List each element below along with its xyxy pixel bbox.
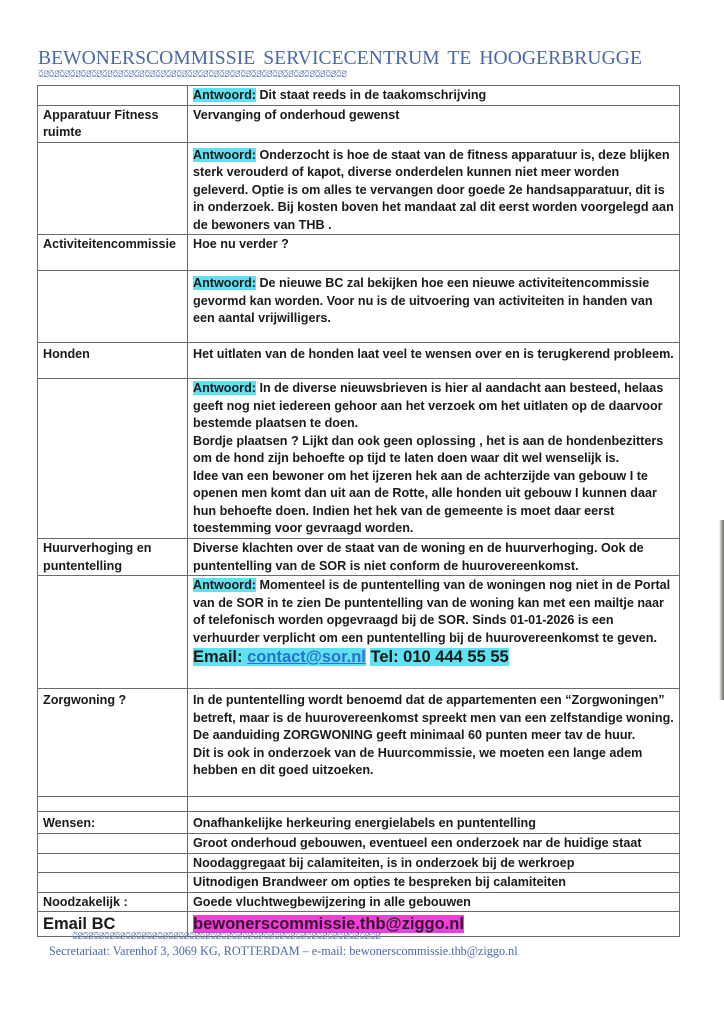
text-cell (188, 797, 680, 812)
sor-phone: Tel: 010 444 55 55 (370, 648, 509, 666)
answer-cell (188, 142, 680, 235)
table-row (38, 105, 680, 142)
topic-cell (38, 379, 188, 539)
ornament-divider-top: ꗞꗟꗞꗟꗞꗟꗞꗟꗞꗟꗞꗟꗞꗟꗞꗟꗞꗟꗞꗟꗞꗟꗞꗟꗞꗟꗞꗟꗞꗟꗞꗟꗞꗟꗞꗟꗞꗟꗞꗟꗞꗟꗞꗟꗞꗟꗞꗟꗞꗟꗞꗟꗞꗟꗞꗟꗞꗟ (38, 70, 347, 80)
topic-cell (38, 142, 188, 235)
text-cell: Onafhankelijke herkeuring energielabels en puntentelling (188, 812, 680, 834)
table-row (38, 235, 680, 271)
table-row (38, 343, 680, 379)
topic-cell: Zorgwoning ? (38, 689, 188, 797)
answer-label: Antwoord: (193, 381, 256, 395)
text-cell (188, 689, 680, 797)
table-row (38, 379, 680, 539)
answer-cell (188, 271, 680, 343)
topic-cell: Email BC (38, 912, 188, 937)
table-row (38, 86, 680, 106)
topic-cell: Activiteitencommissie (38, 235, 188, 271)
topic-cell: Apparatuur Fitness ruimte (38, 105, 188, 142)
table-row (38, 873, 680, 893)
topic-cell: Noodzakelijk : (38, 892, 188, 912)
answer-label: Antwoord: (193, 147, 256, 162)
footer-address: Secretariaat: Varenhof 3, 3069 KG, ROTTERDAM – e-mail: bewonerscommissie.thb@ziggo.nl (49, 944, 518, 958)
table-row (38, 853, 680, 873)
text-cell: Groot onderhoud gebouwen, eventueel een onderzoek nar de huidige staat (188, 834, 680, 854)
contact-line (193, 647, 674, 668)
text-cell: Uitnodigen Brandweer om opties te bespreken bij calamiteiten (188, 873, 680, 893)
answer-paragraph: Idee van een bewoner om het ijzeren hek aan de achterzijde van gebouw I te openen men komt dan uit aan de Rotte, alle honden uit gebouw I kunnen daar hun behoefte doen. Indien het hek van de gemeente is moet daar eerst toestemming voor gevraagd worden. (193, 468, 657, 535)
table-row-empty (38, 797, 680, 812)
text-cell: Diverse klachten over de staat van de woning en de huurverhoging. Ook de puntentelling van de SOR is niet conform de huurovereenkomst. (188, 539, 680, 576)
page-title: BEWONERSCOMMISSIE SERVICECENTRUM TE HOOGERBRUGGE (38, 48, 642, 69)
answer-text: Onderzocht is hoe de staat van de fitness apparatuur is, deze blijken sterk verouderd of kapot, diverse onderdelen kunnen niet meer worden geleverd. Optie is om alles te vervangen door goede 2e handsapparatuur, dit is in onderzoek. Bij kosten boven het mandaat zal dit eerst worden voorgelegd aan de bewoners van THB . (193, 147, 674, 232)
topic-cell (38, 873, 188, 893)
answer-cell (188, 576, 680, 689)
table-row (38, 834, 680, 854)
answer-label: Antwoord: (193, 578, 256, 592)
cell-paragraph: Dit is ook in onderzoek van de Huurcommissie, we moeten een lange adem hebben en dit goed uitzoeken. (193, 745, 643, 777)
answer-text: Dit staat reeds in de taakomschrijving (255, 88, 487, 102)
table-row (38, 539, 680, 576)
table-row (38, 689, 680, 797)
topic-cell (38, 271, 188, 343)
topic-cell: Huurverhoging en puntentelling (38, 539, 188, 576)
topic-cell (38, 797, 188, 812)
sor-email-link[interactable]: contact@sor.nl (247, 648, 366, 666)
table-row (38, 271, 680, 343)
topic-cell (38, 86, 188, 106)
ornament-divider-bottom: ꗞꗟꗞꗟꗞꗟꗞꗟꗞꗟꗞꗟꗞꗟꗞꗟꗞꗟꗞꗟꗞꗟꗞꗟꗞꗟꗞꗟꗞꗟꗞꗟꗞꗟꗞꗟꗞꗟꗞꗟꗞꗟꗞꗟꗞꗟꗞꗟꗞꗟꗞꗟꗞꗟꗞꗟꗞꗟ (72, 932, 381, 942)
topic-cell: Honden (38, 343, 188, 379)
text-cell: Noodaggregaat bij calamiteiten, is in onderzoek bij de werkroep (188, 853, 680, 873)
text-cell: Vervanging of onderhoud gewenst (188, 105, 680, 142)
answer-paragraph: Bordje plaatsen ? Lijkt dan ook geen oplossing , het is aan de hondenbezitters om de hond zijn behoefte op tijd te laten doen waar dit wel wenselijk is. (193, 433, 664, 465)
answer-text: Momenteel is de puntentelling van de woningen nog niet in de Portal van de SOR in te zien De puntentelling van de woning kan met een mailtje naar of telefonisch worden opgevraagd bij de SOR. Sinds 01-01-2026 is een verhuurder verplicht om een puntentelling bij de huurovereenkomst te geven. (193, 578, 671, 645)
text-cell: Goede vluchtwegbewijzering in alle gebouwen (188, 892, 680, 912)
cell-paragraph: In de puntentelling wordt benoemd dat de appartementen een “Zorgwoningen” betreft, maar is de huurovereenkomst spreekt men van een zelfstandige woning. De aanduiding ZORGWONING geeft minimaal 60 punten meer tav de huur. (193, 693, 674, 742)
scan-edge-artifact (719, 520, 724, 700)
answer-label: Antwoord: (193, 88, 256, 102)
topic-cell: Wensen: (38, 812, 188, 834)
text-cell: Het uitlaten van de honden laat veel te wensen over en is terugkerend probleem. (188, 343, 680, 379)
table-row (38, 892, 680, 912)
topic-cell (38, 834, 188, 854)
answer-cell (188, 86, 680, 106)
minutes-table (37, 85, 680, 937)
email-label: Email: (193, 648, 248, 666)
answer-text: De nieuwe BC zal bekijken hoe een nieuwe activiteitencommissie gevormd kan worden. Voor nu is de uitvoering van activiteiten in handen van een aantal vrijwilligers. (193, 276, 653, 325)
topic-cell (38, 853, 188, 873)
text-cell: Hoe nu verder ? (188, 235, 680, 271)
answer-text: In de diverse nieuwsbrieven is hier al aandacht aan besteed, helaas geeft nog niet iedereen gehoor aan het verzoek om het uitlaten op de daarvoor bestemde plaatsen te doen. (193, 381, 664, 430)
answer-label: Antwoord: (193, 276, 256, 290)
answer-cell (188, 379, 680, 539)
table-row (38, 812, 680, 834)
topic-cell (38, 576, 188, 689)
table-row (38, 142, 680, 235)
table-row (38, 576, 680, 689)
bc-email-link[interactable]: bewonerscommissie.thb@ziggo.nl (193, 915, 464, 933)
